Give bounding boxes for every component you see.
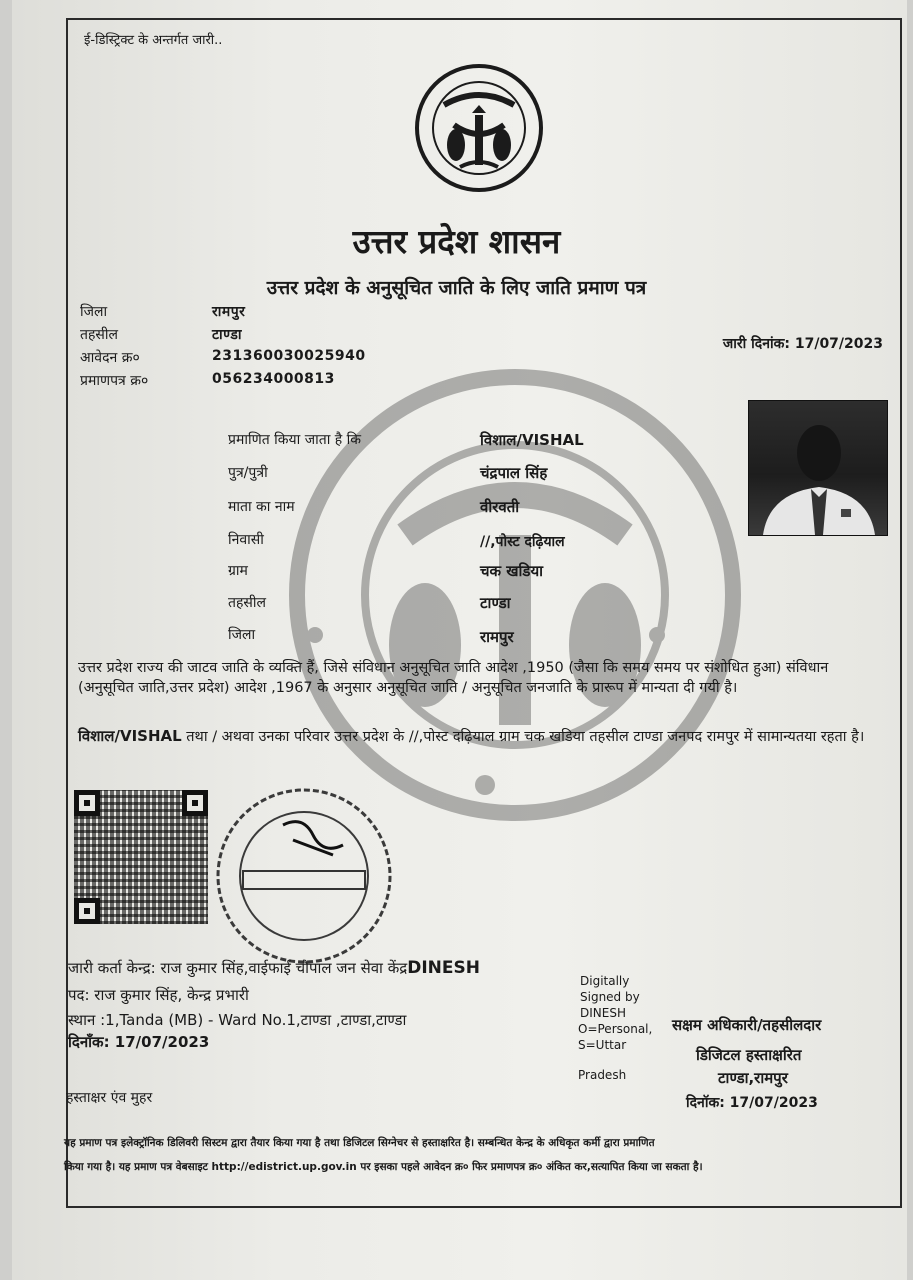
resident-value: //,पोस्ट दढ़ियाल bbox=[480, 534, 565, 550]
footer-line-1: यह प्रमाण पत्र इलेक्ट्रॉनिक डिलिवरी सिस्टम द्वारा तैयार किया गया है तथा डिजिटल सिग्नेचर से हस्ताक्षरित है। सम्बन्धित केन्द्र के अधिकृत कर्मी द्वारा प्रमाणित bbox=[64, 1137, 655, 1149]
son-daughter-label: पुत्र/पुत्री bbox=[228, 465, 268, 481]
signature-and-seal-label: हस्ताक्षर एंव मुहर bbox=[66, 1090, 153, 1106]
competent-authority-title: सक्षम अधिकारी/तहसीलदार bbox=[672, 1016, 822, 1034]
applicant-name: विशाल/VISHAL bbox=[480, 431, 584, 449]
father-name: चंद्रपाल सिंह bbox=[480, 464, 548, 482]
application-no-value: 23136003002594​0 bbox=[212, 348, 366, 364]
digital-signature-line-2: Signed by bbox=[580, 990, 640, 1004]
village-label: ग्राम bbox=[228, 563, 248, 579]
digital-signature-line-5: S=Uttar bbox=[578, 1038, 627, 1052]
digital-signature-line-4: O=Personal, bbox=[578, 1022, 653, 1036]
detail-district-label: जिला bbox=[228, 627, 256, 643]
government-title: उत्तर प्रदेश शासन bbox=[352, 222, 561, 261]
issuer-place: स्थान :1,Tanda (MB) - Ward No.1,टाण्डा ,टाण्डा,टाण्डा bbox=[68, 1011, 407, 1029]
issuing-center-text: जारी कर्ता केन्द्र: राज कुमार सिंह,वाईफाई चौपाल जन सेवा केंद्र bbox=[68, 959, 408, 977]
issue-date: जारी दिनांक: 17/07/2023 bbox=[722, 336, 883, 352]
mother-name: वीरवती bbox=[480, 498, 520, 516]
top-note: ई-डिस्ट्रिक्ट के अन्तर्गत जारी.. bbox=[84, 33, 223, 48]
district-value: रामपुर bbox=[212, 304, 246, 320]
issuing-center-line bbox=[68, 958, 480, 978]
tehsil-label: तहसील bbox=[80, 327, 118, 343]
digital-signature-line-6: Pradesh bbox=[578, 1068, 627, 1082]
tehsil-value: टाण्डा bbox=[212, 327, 242, 343]
resident-label: निवासी bbox=[228, 532, 264, 548]
residence-paragraph-text: तथा / अथवा उनका परिवार उत्तर प्रदेश के //,पोस्ट दढ़ियाल ग्राम चक खडिया तहसील टाण्डा जनपद रामपुर में सामान्यतया रहता है। bbox=[181, 729, 865, 745]
certificate-title: उत्तर प्रदेश के अनुसूचित जाति के लिए जाति प्रमाण पत्र bbox=[266, 277, 647, 299]
village-value: चक खडिया bbox=[480, 562, 544, 580]
caste-declaration-paragraph: उत्तर प्रदेश राज्य की जाटव जाति के व्यक्ति हैं, जिसे संविधान अनुसूचित जाति आदेश ,1950 (जैसा कि समय समय पर संशोधित हुआ) संविधान (अनुसूचित जाति,उत्तर प्रदेश) आदेश ,1967 के अनुसार अनुसूचित जाति / अनुसूचित जनजाति के प्रारूप में मान्यता दी गयी है। bbox=[78, 660, 829, 696]
applicant-photo-icon bbox=[748, 400, 888, 536]
certified-that-label: प्रमाणित किया जाता है कि bbox=[228, 432, 362, 448]
issuer-post: पद: राज कुमार सिंह, केन्द्र प्रभारी bbox=[68, 986, 249, 1004]
application-no-label: आवेदन क्र० bbox=[80, 350, 140, 366]
certificate-no-label: प्रमाणपत्र क्र० bbox=[80, 373, 149, 389]
digitally-signed-label: डिजिटल हस्ताक्षरित bbox=[696, 1046, 802, 1064]
authority-place: टाण्डा,रामपुर bbox=[718, 1069, 788, 1087]
certificate-no-value: 056234000813 bbox=[212, 371, 335, 387]
authority-date: दिनॉक: 17/07/2023 bbox=[686, 1095, 818, 1111]
residence-paragraph-name: विशाल/VISHAL bbox=[78, 727, 182, 745]
district-label: जिला bbox=[80, 304, 108, 320]
issuer-date: दिनाँक: 17/07/2023 bbox=[68, 1033, 210, 1051]
mother-name-label: माता का नाम bbox=[228, 499, 295, 515]
footer-line-2: किया गया है। यह प्रमाण पत्र वेबसाइट http://edistrict.up.gov.in पर इसका पहले आवेदन क्र० फिर प्रमाणपत्र क्र० अंकित कर,सत्यापित किया जा सकता है। bbox=[64, 1161, 703, 1173]
detail-tehsil-value: टाण्डा bbox=[480, 594, 511, 612]
residence-paragraph bbox=[78, 726, 886, 747]
detail-tehsil-label: तहसील bbox=[228, 595, 266, 611]
qr-code-icon bbox=[74, 790, 208, 924]
digital-signature-line-1: Digitally bbox=[580, 974, 630, 988]
up-govt-emblem-icon bbox=[414, 63, 544, 193]
detail-district-value: रामपुर bbox=[480, 628, 514, 646]
digital-signature-line-3: DINESH bbox=[580, 1006, 626, 1020]
issuing-center-name: DINESH bbox=[407, 958, 480, 978]
round-seal-stamp-icon bbox=[213, 785, 395, 967]
